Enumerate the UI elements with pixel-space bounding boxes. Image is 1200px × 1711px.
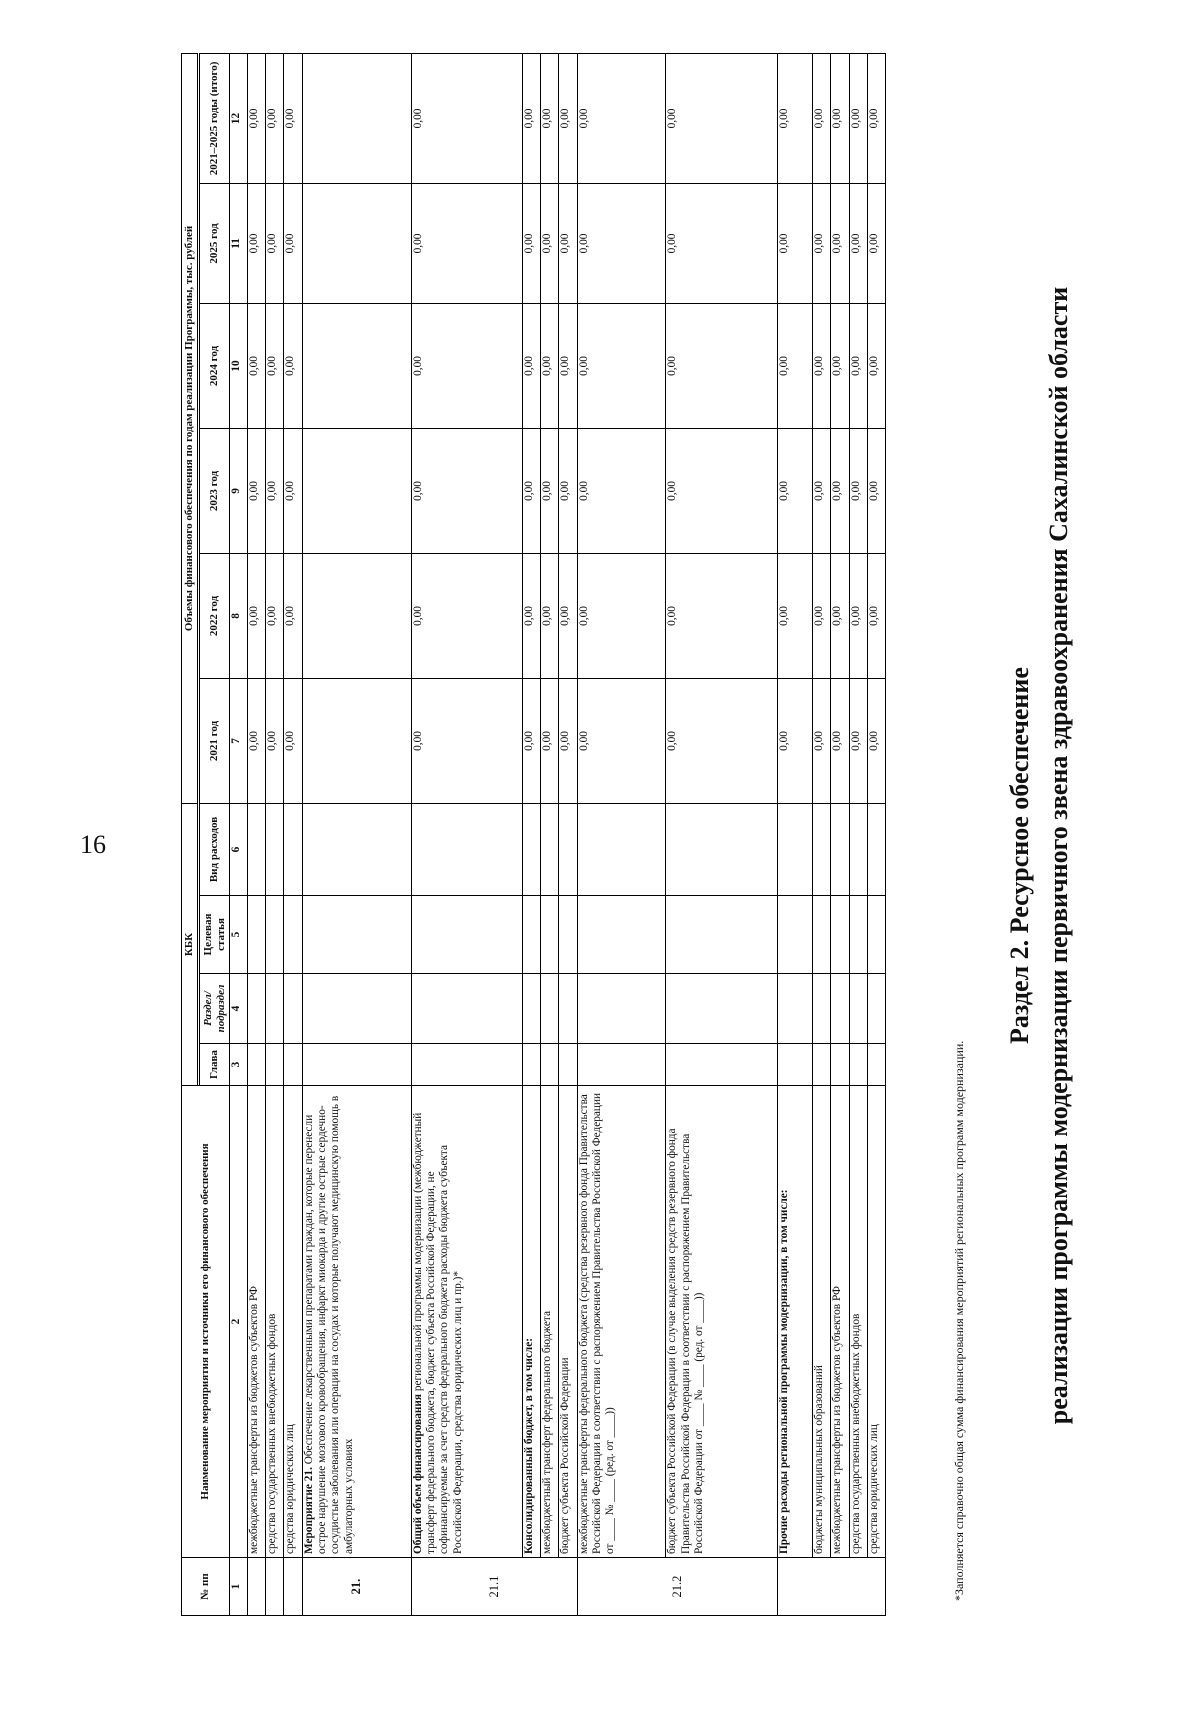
kbk-cell	[284, 803, 302, 895]
value-cell: 0,00	[523, 428, 541, 553]
header-section: Раздел/ подраздел	[200, 974, 230, 1044]
value-cell: 0,00	[666, 678, 778, 803]
value-cell: 0,00	[849, 428, 867, 553]
kbk-cell	[777, 1044, 812, 1086]
table-row	[248, 53, 266, 1615]
value-cell: 0,00	[266, 303, 284, 428]
value-cell: 0,00	[577, 428, 666, 553]
table-row	[266, 53, 284, 1615]
section-title	[1000, 0, 1078, 1711]
value-cell: 0,00	[559, 183, 577, 303]
value-cell: 0,00	[541, 183, 559, 303]
kbk-cell	[867, 803, 885, 895]
row-name: бюджет субъекта Российской Федерации (в случае выделения средств резервного фонда Правительства Российской Федерации в соответствии с распоряжением Правительства Российской Федерации от ____ № ____ (ред. от ____))	[666, 1086, 778, 1558]
row-name: межбюджетные трансферты из бюджетов субъектов РФ	[831, 1086, 849, 1558]
value-cell: 0,00	[831, 678, 849, 803]
value-cell: 0,00	[523, 303, 541, 428]
kbk-cell	[867, 896, 885, 974]
table-body	[230, 53, 886, 1615]
kbk-cell	[284, 896, 302, 974]
row-name	[411, 1086, 523, 1558]
header-year-2023: 2023 год	[200, 428, 230, 553]
funding-table-wrapper	[181, 54, 886, 1616]
header-year-2022: 2022 год	[200, 553, 230, 678]
value-cell: 0,00	[248, 678, 266, 803]
kbk-cell	[523, 1044, 541, 1086]
kbk-cell	[541, 1044, 559, 1086]
value-cell: 0,00	[411, 53, 523, 183]
value-cell: 0,00	[777, 53, 812, 183]
kbk-cell	[559, 974, 577, 1044]
value-cell: 0,00	[666, 183, 778, 303]
value-cell: 0,00	[266, 678, 284, 803]
row-name-bold-prefix: Общий объем финансирования	[411, 1394, 424, 1554]
kbk-cell	[248, 803, 266, 895]
kbk-cell	[541, 896, 559, 974]
value-cell: 0,00	[777, 183, 812, 303]
footnote: *Заполняется справочно общая сумма финансирования мероприятий региональных программ модернизации.	[952, 1040, 966, 1601]
value-cell: 0,00	[666, 53, 778, 183]
kbk-cell	[813, 974, 831, 1044]
value-cell: 0,00	[523, 53, 541, 183]
value-cell: 0,00	[813, 428, 831, 553]
kbk-cell	[559, 896, 577, 974]
page-number: 16	[80, 830, 106, 859]
table-row	[577, 53, 666, 1615]
row-index: 21.	[302, 1558, 411, 1616]
value-cell: 0,00	[831, 553, 849, 678]
column-number: 3	[230, 1044, 248, 1086]
header-expense: Вид расходов	[200, 803, 230, 895]
value-cell: 0,00	[777, 428, 812, 553]
value-cell: 0,00	[284, 428, 302, 553]
row-name-bold-prefix: Мероприятие 21.	[302, 1467, 315, 1554]
row-index	[777, 1558, 885, 1616]
value-cell: 0,00	[867, 428, 885, 553]
table-row	[813, 53, 831, 1615]
header-chapter: Глава	[200, 1044, 230, 1086]
value-cell: 0,00	[831, 303, 849, 428]
kbk-cell	[411, 974, 523, 1044]
kbk-cell	[284, 1044, 302, 1086]
kbk-cell	[266, 803, 284, 895]
value-cell: 0,00	[849, 678, 867, 803]
kbk-cell	[666, 896, 778, 974]
kbk-cell	[577, 1044, 666, 1086]
kbk-cell	[523, 974, 541, 1044]
value-cell: 0,00	[849, 553, 867, 678]
value-cell: 0,00	[777, 678, 812, 803]
value-cell: 0,00	[411, 428, 523, 553]
header-no: № пп	[182, 1558, 230, 1616]
row-index	[284, 1558, 302, 1616]
table-row	[411, 53, 523, 1615]
table-row	[284, 53, 302, 1615]
column-number: 9	[230, 428, 248, 553]
value-cell: 0,00	[523, 678, 541, 803]
row-index	[248, 1558, 266, 1616]
row-name: бюджет субъекта Российской Федерации	[559, 1086, 577, 1558]
header-name: Наименование мероприятия и источники его финансового обеспечения	[182, 1086, 230, 1558]
column-number: 10	[230, 303, 248, 428]
kbk-cell	[523, 803, 541, 895]
kbk-cell	[411, 803, 523, 895]
kbk-cell	[559, 803, 577, 895]
row-name-text: региональной программы модернизации (межбюджетный трансферт федерального бюджета, бюджет субъекта Российской Федерации, не софинансируемые за счет средств федерального бюджета расходы бюджета субъекта Российской Федерации, средства юридических лиц и пр.)*	[411, 1112, 464, 1554]
value-cell: 0,00	[813, 53, 831, 183]
kbk-cell	[849, 803, 867, 895]
value-cell	[302, 53, 411, 183]
value-cell: 0,00	[284, 183, 302, 303]
kbk-cell	[302, 803, 411, 895]
kbk-cell	[541, 803, 559, 895]
header-kbk: КБК	[182, 803, 198, 1085]
value-cell	[302, 428, 411, 553]
column-number: 1	[230, 1558, 248, 1616]
value-cell	[302, 183, 411, 303]
value-cell: 0,00	[577, 678, 666, 803]
kbk-cell	[849, 974, 867, 1044]
value-cell: 0,00	[831, 183, 849, 303]
value-cell: 0,00	[666, 428, 778, 553]
kbk-cell	[523, 896, 541, 974]
kbk-cell	[577, 974, 666, 1044]
value-cell: 0,00	[777, 553, 812, 678]
value-cell: 0,00	[559, 428, 577, 553]
kbk-cell	[849, 896, 867, 974]
value-cell: 0,00	[541, 553, 559, 678]
row-index	[266, 1558, 284, 1616]
value-cell: 0,00	[248, 553, 266, 678]
funding-table	[181, 53, 886, 1616]
column-number: 7	[230, 678, 248, 803]
row-name: средства юридических лиц	[284, 1086, 302, 1558]
kbk-cell	[266, 896, 284, 974]
kbk-cell	[831, 1044, 849, 1086]
value-cell: 0,00	[411, 183, 523, 303]
kbk-cell	[777, 896, 812, 974]
value-cell: 0,00	[849, 53, 867, 183]
kbk-cell	[266, 974, 284, 1044]
table-row	[831, 53, 849, 1615]
value-cell	[302, 553, 411, 678]
value-cell: 0,00	[523, 183, 541, 303]
row-name: Консолидированный бюджет, в том числе:	[523, 1086, 541, 1558]
row-index: 21.2	[577, 1558, 777, 1616]
value-cell: 0,00	[541, 678, 559, 803]
kbk-cell	[813, 896, 831, 974]
value-cell: 0,00	[831, 53, 849, 183]
value-cell: 0,00	[559, 53, 577, 183]
column-number: 8	[230, 553, 248, 678]
value-cell: 0,00	[813, 678, 831, 803]
column-number: 11	[230, 183, 248, 303]
value-cell: 0,00	[284, 53, 302, 183]
row-name: межбюджетные трансферты из бюджетов субъектов РФ	[248, 1086, 266, 1558]
kbk-cell	[559, 1044, 577, 1086]
value-cell	[302, 678, 411, 803]
row-name: межбюджетный трансферт федерального бюджета	[541, 1086, 559, 1558]
value-cell: 0,00	[577, 183, 666, 303]
value-cell: 0,00	[867, 303, 885, 428]
value-cell: 0,00	[284, 678, 302, 803]
value-cell: 0,00	[523, 553, 541, 678]
kbk-cell	[302, 896, 411, 974]
value-cell: 0,00	[284, 553, 302, 678]
value-cell: 0,00	[867, 183, 885, 303]
kbk-cell	[541, 974, 559, 1044]
table-row	[849, 53, 867, 1615]
row-name: Прочие расходы региональной программы модернизации, в том числе:	[777, 1086, 812, 1558]
kbk-cell	[302, 1044, 411, 1086]
kbk-cell	[777, 803, 812, 895]
kbk-cell	[577, 803, 666, 895]
row-name: средства юридических лиц	[867, 1086, 885, 1558]
kbk-cell	[284, 974, 302, 1044]
column-number: 12	[230, 53, 248, 183]
column-numbers-row	[230, 53, 248, 1615]
header-year-2025: 2025 год	[200, 183, 230, 303]
value-cell: 0,00	[867, 53, 885, 183]
value-cell: 0,00	[248, 183, 266, 303]
column-number: 5	[230, 896, 248, 974]
kbk-cell	[411, 896, 523, 974]
column-number: 4	[230, 974, 248, 1044]
kbk-cell	[411, 1044, 523, 1086]
value-cell: 0,00	[813, 553, 831, 678]
header-total: 2021–2025 годы (итого)	[200, 53, 230, 183]
value-cell: 0,00	[777, 303, 812, 428]
header-year-2021: 2021 год	[200, 678, 230, 803]
value-cell: 0,00	[867, 678, 885, 803]
table-row	[559, 53, 577, 1615]
value-cell: 0,00	[813, 303, 831, 428]
header-target: Целевая статья	[200, 896, 230, 974]
value-cell: 0,00	[248, 428, 266, 553]
section-title-line1: Раздел 2. Ресурсное обеспечение	[1005, 667, 1034, 1044]
kbk-cell	[831, 974, 849, 1044]
kbk-cell	[813, 1044, 831, 1086]
kbk-cell	[831, 803, 849, 895]
value-cell: 0,00	[666, 553, 778, 678]
table-row	[666, 53, 778, 1615]
row-index: 21.1	[411, 1558, 577, 1616]
value-cell: 0,00	[411, 678, 523, 803]
value-cell: 0,00	[541, 303, 559, 428]
value-cell: 0,00	[248, 53, 266, 183]
table-row	[777, 53, 812, 1615]
kbk-cell	[266, 1044, 284, 1086]
value-cell: 0,00	[266, 553, 284, 678]
header-volumes: Объемы финансового обеспечения по годам реализации Программы, тыс. рублей	[182, 53, 198, 803]
kbk-cell	[666, 1044, 778, 1086]
table-row	[541, 53, 559, 1615]
row-name	[302, 1086, 411, 1558]
row-name: бюджеты муниципальных образований	[813, 1086, 831, 1558]
kbk-cell	[831, 896, 849, 974]
kbk-cell	[849, 1044, 867, 1086]
kbk-cell	[777, 974, 812, 1044]
table-row	[302, 53, 411, 1615]
value-cell: 0,00	[831, 428, 849, 553]
value-cell: 0,00	[284, 303, 302, 428]
row-name: средства государственных внебюджетных фондов	[849, 1086, 867, 1558]
kbk-cell	[867, 1044, 885, 1086]
kbk-cell	[666, 803, 778, 895]
row-name: средства государственных внебюджетных фондов	[266, 1086, 284, 1558]
value-cell: 0,00	[849, 183, 867, 303]
value-cell: 0,00	[867, 553, 885, 678]
table-row	[523, 53, 541, 1615]
kbk-cell	[666, 974, 778, 1044]
value-cell: 0,00	[266, 183, 284, 303]
value-cell: 0,00	[577, 553, 666, 678]
value-cell: 0,00	[559, 553, 577, 678]
value-cell: 0,00	[813, 183, 831, 303]
value-cell: 0,00	[559, 678, 577, 803]
value-cell: 0,00	[559, 303, 577, 428]
value-cell: 0,00	[266, 53, 284, 183]
value-cell: 0,00	[541, 428, 559, 553]
column-number: 2	[230, 1086, 248, 1558]
value-cell: 0,00	[849, 303, 867, 428]
value-cell: 0,00	[411, 303, 523, 428]
kbk-cell	[867, 974, 885, 1044]
kbk-cell	[248, 974, 266, 1044]
value-cell	[302, 303, 411, 428]
value-cell: 0,00	[411, 553, 523, 678]
kbk-cell	[302, 974, 411, 1044]
header-year-2024: 2024 год	[200, 303, 230, 428]
kbk-cell	[248, 896, 266, 974]
row-name: межбюджетные трансферты федерального бюджета (средства резервного фонда Правительства Российской Федерации в соответствии с распоряжением Правительства Российской Федерации от ____ № ____ (ред. от ____))	[577, 1086, 666, 1558]
value-cell: 0,00	[577, 303, 666, 428]
table-row	[867, 53, 885, 1615]
kbk-cell	[577, 896, 666, 974]
value-cell: 0,00	[266, 428, 284, 553]
value-cell: 0,00	[248, 303, 266, 428]
row-name-text: Обеспечение лекарственными препаратами граждан, которые перенесли острое нарушение мозгового кровообращения, инфаркт миокарда и другие острые сердечно-сосудистые заболевания или операции на сосудах и которые получают медицинскую помощь в амбулаторных условиях	[302, 1095, 355, 1554]
column-number: 6	[230, 803, 248, 895]
kbk-cell	[813, 803, 831, 895]
kbk-cell	[248, 1044, 266, 1086]
value-cell: 0,00	[541, 53, 559, 183]
value-cell: 0,00	[666, 303, 778, 428]
section-title-line2: реализации программы модернизации первичного звена здравоохранения Сахалинской области	[1044, 286, 1073, 1425]
value-cell: 0,00	[577, 53, 666, 183]
